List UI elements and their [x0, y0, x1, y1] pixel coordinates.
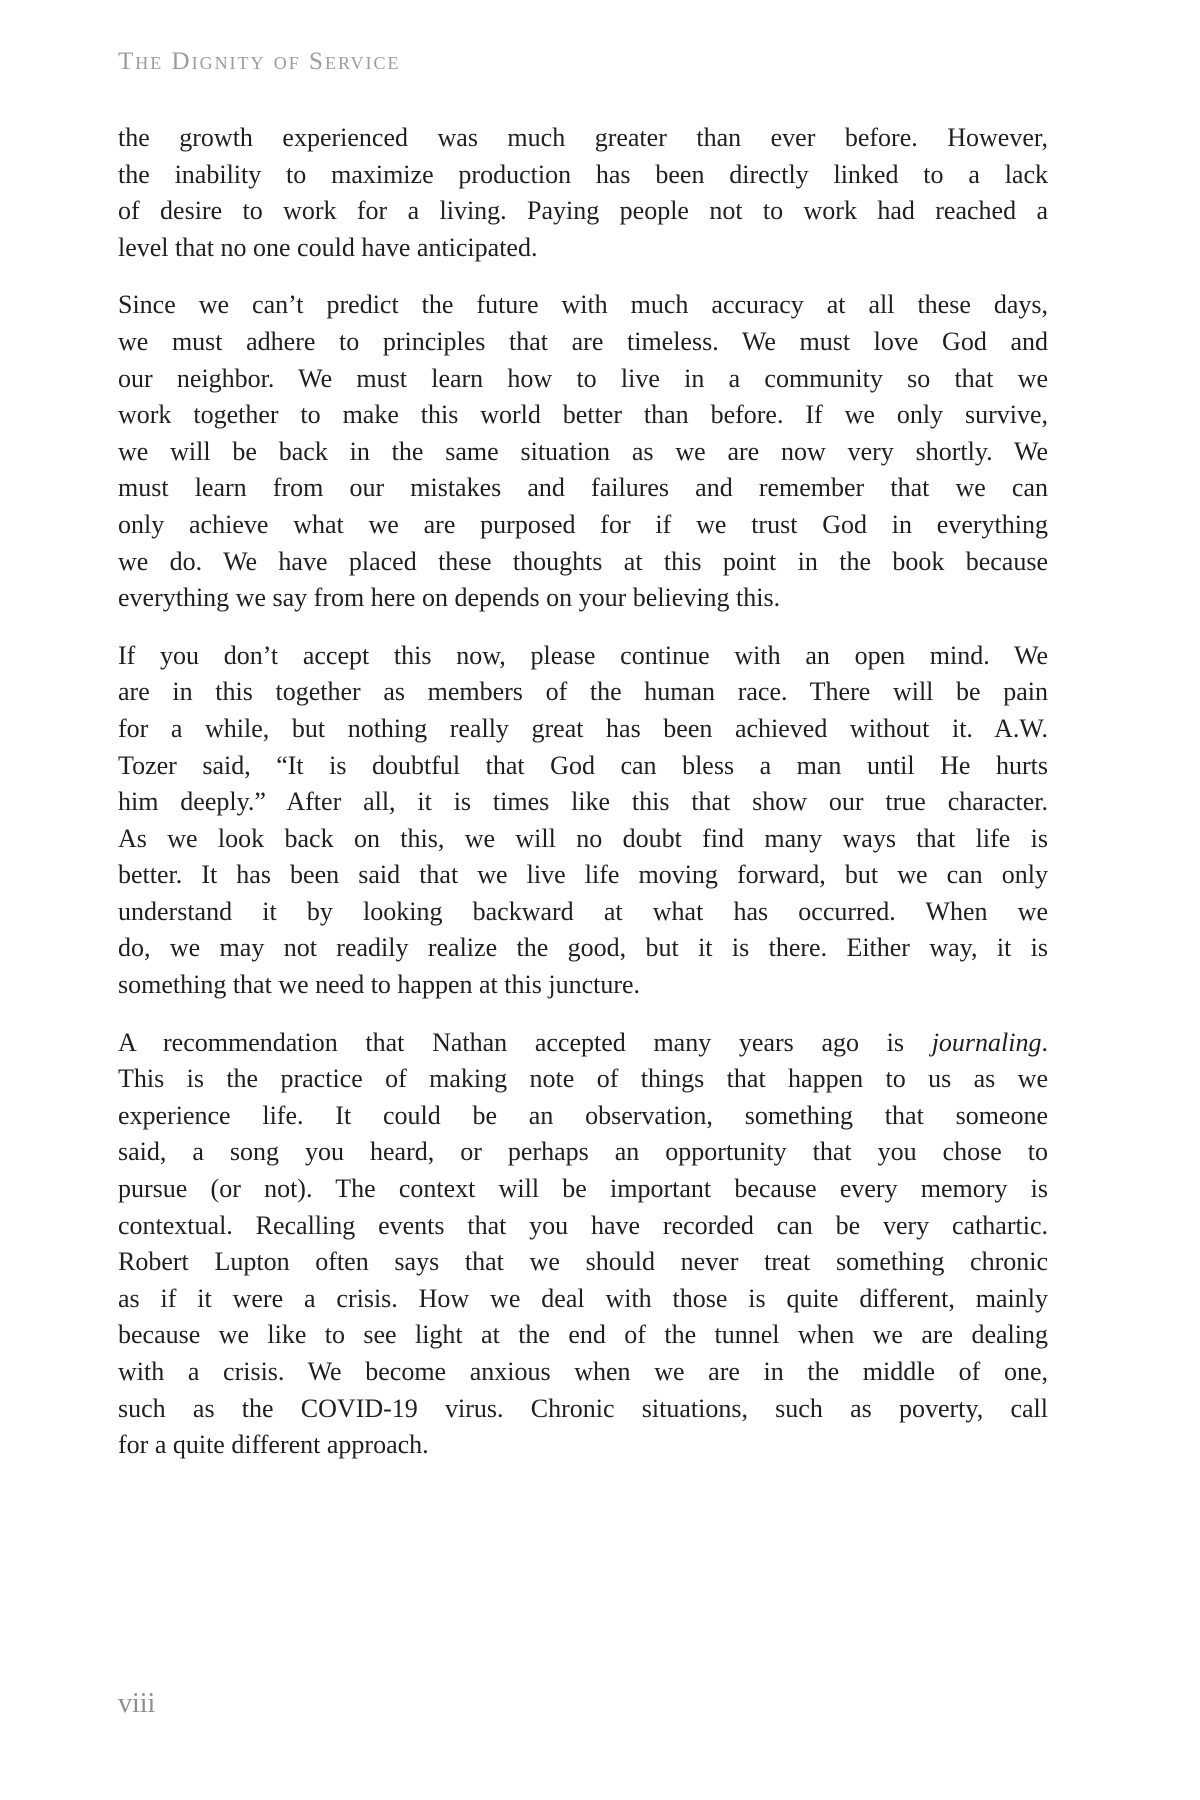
text-line	[118, 748, 1048, 785]
text-line	[118, 1317, 1048, 1354]
text-segment: contextual. Recalling events that you have recorded can be very cathartic.	[118, 1210, 1048, 1240]
text-segment: our neighbor. We must learn how to live in a community so that we	[118, 363, 1048, 393]
text-line	[118, 1171, 1048, 1208]
text-segment: understand it by looking backward at what has occurred. When we	[118, 896, 1048, 926]
text-segment: are in this together as members of the human race. There will be pain	[118, 677, 1048, 707]
paragraph	[118, 120, 1048, 266]
text-segment: we must adhere to principles that are timeless. We must love God and	[118, 326, 1048, 356]
text-segment: This is the practice of making note of things that happen to us as we	[118, 1064, 1048, 1094]
text-line	[118, 784, 1048, 821]
text-line	[118, 674, 1048, 711]
text-line	[118, 434, 1048, 471]
text-line	[118, 1354, 1048, 1391]
text-line	[118, 1244, 1048, 1281]
text-segment: A recommendation that Nathan accepted many years ago is	[118, 1027, 932, 1057]
text-segment: Robert Lupton often says that we should never treat something chronic	[118, 1247, 1048, 1277]
paragraph	[118, 287, 1048, 616]
text-line	[118, 821, 1048, 858]
text-segment: with a crisis. We become anxious when we are in the middle of one,	[118, 1357, 1048, 1386]
text-segment: we do. We have placed these thoughts at this point in the book because	[118, 546, 1048, 576]
text-segment: we will be back in the same situation as we are now very shortly. We	[118, 436, 1048, 466]
text-line	[118, 324, 1048, 361]
text-segment: .	[1041, 1027, 1048, 1057]
text-segment: better. It has been said that we live life moving forward, but we can only	[118, 860, 1048, 890]
text-line	[118, 1281, 1048, 1318]
text-segment: experience life. It could be an observation, something that someone	[118, 1100, 1048, 1130]
text-line	[118, 1025, 1048, 1062]
text-segment: As we look back on this, we will no doubt find many ways that life is	[118, 823, 1048, 853]
text-line	[118, 930, 1048, 967]
body-text	[118, 120, 1048, 1485]
text-line	[118, 287, 1048, 324]
text-line	[118, 967, 1048, 1004]
running-header: The Dignity of Service	[118, 48, 401, 75]
text-line	[118, 1134, 1048, 1171]
text-segment: must learn from our mistakes and failures and remember that we can	[118, 473, 1048, 503]
text-line	[118, 1098, 1048, 1135]
text-segment: because we like to see light at the end of the tunnel when we are dealing	[118, 1320, 1048, 1350]
text-segment: him deeply.” After all, it is times like this that show our true character.	[118, 787, 1048, 817]
text-line	[118, 470, 1048, 507]
text-segment: the inability to maximize production has been directly linked to a lack	[118, 159, 1048, 189]
text-segment: for a quite different approach.	[118, 1430, 429, 1460]
text-segment: Since we can’t predict the future with much accuracy at all these days,	[118, 290, 1048, 320]
text-line	[118, 397, 1048, 434]
text-line	[118, 1427, 1048, 1464]
text-segment: only achieve what we are purposed for if we trust God in everything	[118, 509, 1048, 539]
text-segment: Tozer said, “It is doubtful that God can bless a man until He hurts	[118, 750, 1048, 780]
text-line	[118, 1391, 1048, 1428]
text-segment: If you don’t accept this now, please continue with an open mind. We	[118, 640, 1048, 670]
text-line	[118, 230, 1048, 267]
text-line	[118, 120, 1048, 157]
text-segment: of desire to work for a living. Paying people not to work had reached a	[118, 196, 1048, 226]
text-segment: for a while, but nothing really great has been achieved without it. A.W.	[118, 713, 1048, 743]
text-segment: work together to make this world better than before. If we only survive,	[118, 400, 1048, 430]
paragraph	[118, 1025, 1048, 1464]
text-segment: the growth experienced was much greater than ever before. However,	[118, 123, 1048, 152]
italic-text: journaling	[931, 1027, 1042, 1057]
text-segment: pursue (or not). The context will be important because every memory is	[118, 1174, 1048, 1204]
text-line	[118, 361, 1048, 398]
text-line	[118, 1208, 1048, 1245]
text-line	[118, 193, 1048, 230]
text-segment: do, we may not readily realize the good, but it is there. Either way, it is	[118, 933, 1048, 963]
text-line	[118, 711, 1048, 748]
text-line	[118, 638, 1048, 675]
text-line	[118, 857, 1048, 894]
text-segment: level that no one could have anticipated.	[118, 232, 538, 262]
text-segment: such as the COVID-19 virus. Chronic situations, such as poverty, call	[118, 1393, 1048, 1423]
text-line	[118, 580, 1048, 617]
text-segment: everything we say from here on depends on your believing this.	[118, 583, 781, 613]
text-line	[118, 894, 1048, 931]
text-segment: said, a song you heard, or perhaps an opportunity that you chose to	[118, 1137, 1048, 1167]
page-number: viii	[118, 1688, 156, 1719]
text-line	[118, 157, 1048, 194]
paragraph	[118, 638, 1048, 1004]
text-line	[118, 1061, 1048, 1098]
text-segment: something that we need to happen at this juncture.	[118, 970, 641, 1000]
text-line	[118, 507, 1048, 544]
text-segment: as if it were a crisis. How we deal with those is quite different, mainly	[118, 1283, 1048, 1313]
text-line	[118, 544, 1048, 581]
